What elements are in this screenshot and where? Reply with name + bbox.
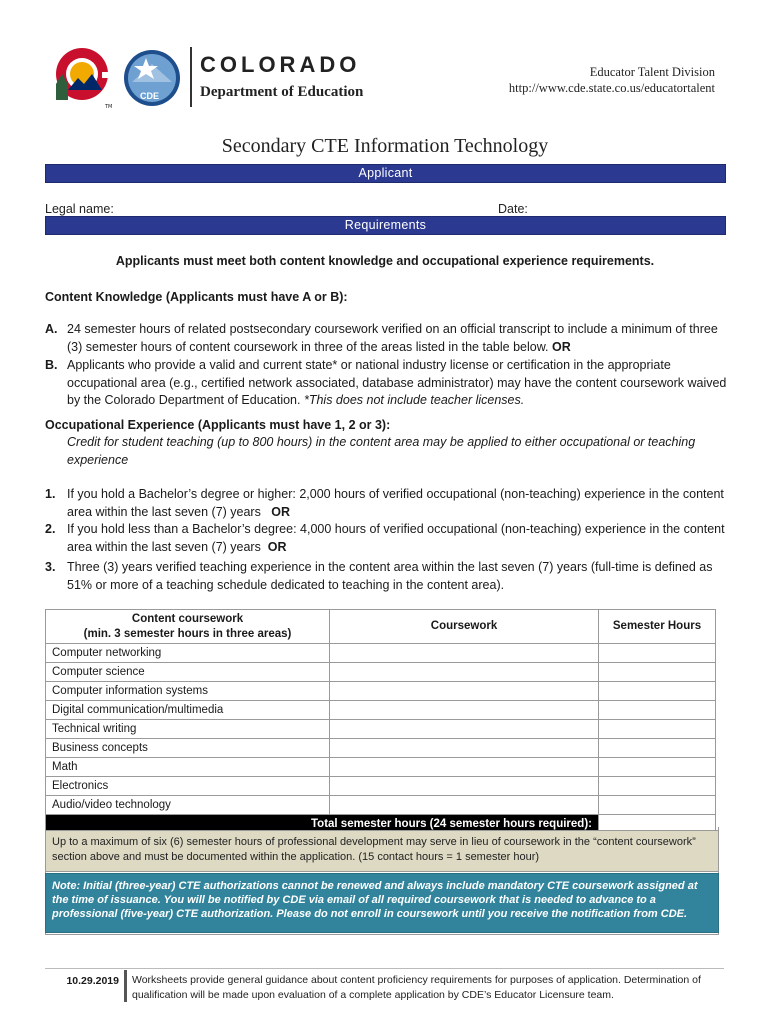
requirement-item-1 — [45, 486, 735, 521]
footer-divider — [45, 968, 724, 969]
item-marker: 2. — [45, 522, 56, 536]
division-info — [509, 64, 715, 96]
or-label: OR — [552, 339, 571, 354]
brand-name: COLORADO — [200, 52, 361, 77]
coursework-cell[interactable] — [330, 644, 599, 663]
col-content-coursework — [46, 610, 330, 644]
table-row — [46, 701, 716, 720]
col-content-line1: Content coursework — [131, 612, 244, 625]
department-name: Department of Education — [200, 84, 364, 100]
coursework-cell[interactable] — [330, 701, 599, 720]
item-marker: A. — [45, 322, 58, 336]
division-url[interactable]: http://www.cde.state.co.us/educatortalent — [508, 81, 715, 95]
footer-separator — [124, 970, 127, 1002]
table-row — [46, 720, 716, 739]
page-title: Secondary CTE Information Technology — [221, 135, 549, 157]
table-row — [46, 758, 716, 777]
coursework-cell[interactable] — [330, 720, 599, 739]
hours-cell[interactable] — [599, 682, 716, 701]
cte-authorization-note: Note: Initial (three-year) CTE authorizations cannot be renewed and always include mandatory CTE coursework assigned at the time of issuance. You will be notified by CDE via email of all required coursework that is needed to advance to a professional (five-year) CTE authorization. Please do not enroll in coursework until you receive the notification from CDE. — [45, 873, 719, 933]
table-header-row — [46, 610, 716, 644]
hours-cell[interactable] — [599, 739, 716, 758]
cde-logo-badge: CDE — [140, 91, 160, 101]
total-label: Total semester hours (24 semester hours required): — [46, 815, 599, 834]
item-marker: 3. — [45, 560, 56, 574]
table-row — [46, 644, 716, 663]
table-row — [46, 777, 716, 796]
requirement-item-b — [45, 357, 735, 410]
row-label: Math — [46, 758, 330, 777]
table-row — [46, 663, 716, 682]
hours-cell[interactable] — [599, 701, 716, 720]
footer-text: Worksheets provide general guidance about content proficiency requirements for purposes of application. Determination of qualification will be made upon evaluation of a complete application by CDE’s Educator Licensure team. — [132, 974, 701, 1001]
row-label: Technical writing — [46, 720, 330, 739]
table-row — [46, 796, 716, 815]
item-text: 24 semester hours of related postsecondary coursework verified on an official transcript to include a minimum of three (3) semester hours of content coursework in three of the areas listed in the table below. — [67, 322, 718, 354]
hours-cell[interactable] — [599, 796, 716, 815]
coursework-cell[interactable] — [330, 777, 599, 796]
col-content-line2: (min. 3 semester hours in three areas) — [83, 627, 292, 640]
logo-divider — [190, 47, 192, 107]
division-name: Educator Talent Division — [589, 65, 715, 79]
or-label: OR — [271, 504, 291, 519]
item-text: If you hold less than a Bachelor’s degree: 4,000 hours of verified occupational (non-teaching) experience in the content area within the last seven (7) years — [67, 522, 725, 554]
hours-cell[interactable] — [599, 663, 716, 682]
item-marker: B. — [45, 358, 58, 372]
item-marker: 1. — [45, 487, 56, 501]
requirement-item-3 — [45, 559, 735, 594]
item-text: Applicants who provide a valid and current state* or national industry license or certification in the appropriate occupational area (e.g., certified network associated, database administrator) may have the content coursework waived by the Colorado Department of Education. — [67, 358, 727, 407]
hours-cell[interactable] — [599, 644, 716, 663]
requirement-item-a — [45, 321, 735, 356]
credit-note: Credit for student teaching (up to 800 hours) in the content area may be applied to either occupational or teaching experience — [67, 435, 696, 467]
content-knowledge-heading: Content Knowledge (Applicants must have A or B): — [45, 290, 348, 304]
coursework-cell[interactable] — [330, 739, 599, 758]
row-label: Computer science — [46, 663, 330, 682]
col-coursework: Coursework — [330, 610, 599, 644]
row-label: Audio/video technology — [46, 796, 330, 815]
col-semester-hours: Semester Hours — [599, 610, 716, 644]
item-text: Three (3) years verified teaching experience in the content area within the last seven (7) years (full-time is defined as 51% or more of a teaching schedule dedicated to teaching in the content area). — [67, 560, 713, 592]
colorado-cde-logo — [48, 44, 188, 110]
professional-development-note: Up to a maximum of six (6) semester hours of professional development may serve in lieu of coursework in the “content coursework” section above and must be documented within the application. (15 contact hours = 1 semester hour) — [45, 830, 719, 872]
table-row — [46, 739, 716, 758]
svg-text:TM: TM — [105, 104, 113, 110]
table-row — [46, 682, 716, 701]
applicant-bar: Applicant — [45, 164, 726, 183]
row-label: Business concepts — [46, 739, 330, 758]
legal-name-label[interactable]: Legal name: — [45, 202, 114, 216]
hours-cell[interactable] — [599, 720, 716, 739]
coursework-cell[interactable] — [330, 682, 599, 701]
item-text: If you hold a Bachelor’s degree or higher: 2,000 hours of verified occupational (non-teaching) experience in the content area within the last seven (7) years — [67, 487, 724, 519]
hours-cell[interactable] — [599, 758, 716, 777]
requirements-bar: Requirements — [45, 216, 726, 235]
row-label: Computer networking — [46, 644, 330, 663]
requirements-lead: Applicants must meet both content knowledge and occupational experience requirements. — [115, 254, 655, 268]
row-label: Electronics — [46, 777, 330, 796]
or-label: OR — [267, 539, 287, 554]
coursework-cell[interactable] — [330, 758, 599, 777]
requirement-item-2 — [45, 521, 735, 556]
coursework-cell[interactable] — [330, 663, 599, 682]
date-label[interactable]: Date: — [498, 202, 528, 216]
item-note: *This does not include teacher licenses. — [303, 393, 525, 407]
coursework-table — [45, 609, 716, 834]
row-label: Computer information systems — [46, 682, 330, 701]
occupational-heading: Occupational Experience (Applicants must have 1, 2 or 3): — [45, 418, 391, 432]
footer-date: 10.29.2019 — [66, 975, 119, 987]
coursework-cell[interactable] — [330, 796, 599, 815]
row-label: Digital communication/multimedia — [46, 701, 330, 720]
hours-cell[interactable] — [599, 777, 716, 796]
